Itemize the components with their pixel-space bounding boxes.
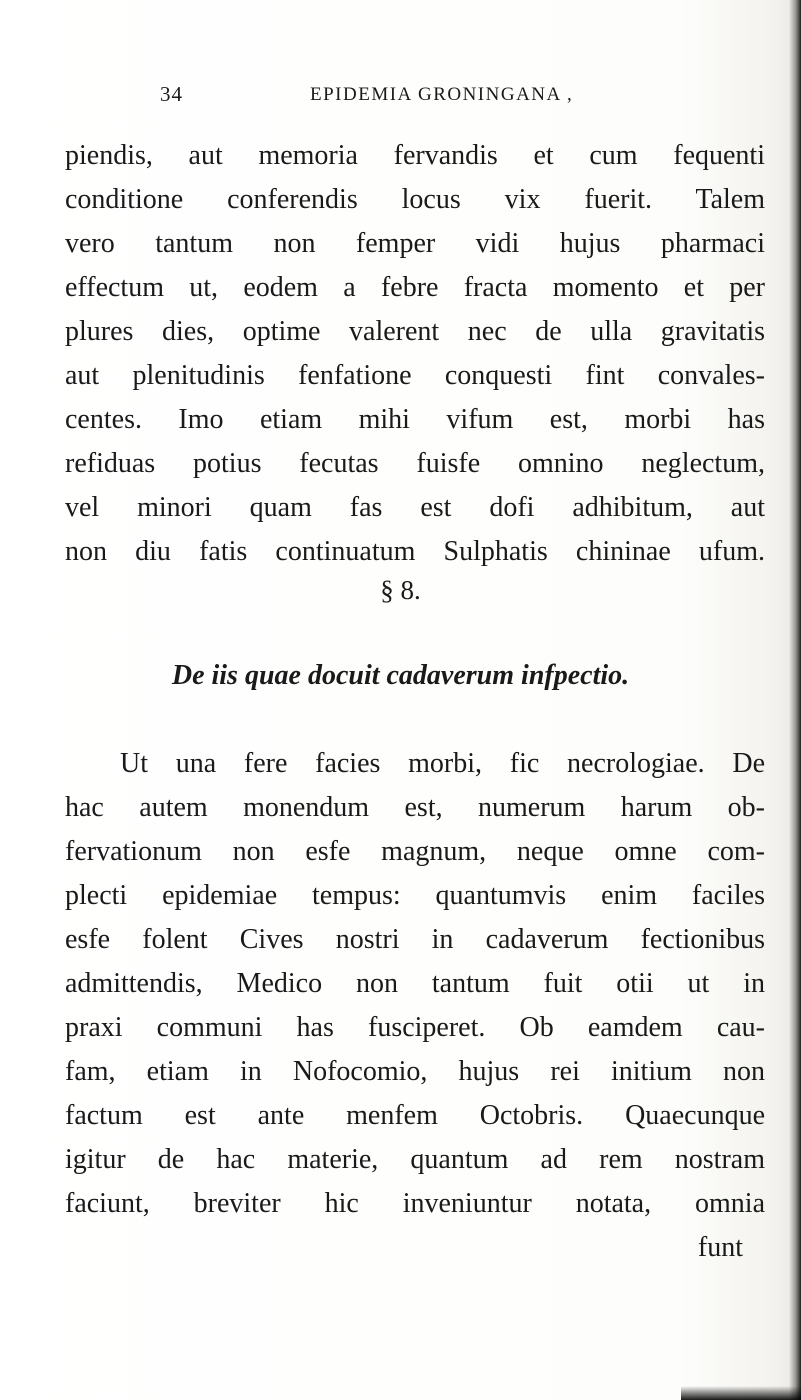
catchword: funt (697, 1232, 743, 1263)
page-number: 34 (160, 82, 183, 106)
text-line: praxi communi has fusciperet. Ob eamdem cau- (65, 1012, 765, 1043)
text-line: effectum ut, eodem a febre fracta momento et per (65, 272, 765, 303)
text-line: plecti epidemiae tempus: quantumvis enim faciles (65, 880, 765, 911)
text-line: hac autem monendum est, numerum harum ob- (65, 792, 765, 823)
text-line: fervationum non esfe magnum, neque omne com- (65, 836, 765, 867)
page-header (160, 82, 720, 112)
paragraph-2 (65, 742, 765, 1270)
text-line: factum est ante menfem Octobris. Quaecunque (65, 1100, 765, 1131)
section-number: § 8. (380, 575, 421, 605)
text-line: vel minori quam fas est dofi adhibitum, aut (65, 492, 765, 523)
text-line: faciunt, breviter hic inveniuntur notata, omnia (65, 1188, 765, 1219)
paragraph-1 (65, 134, 765, 574)
text-line: admittendis, Medico non tantum fuit otii ut in (65, 968, 765, 999)
section-heading: De iis quae docuit cadaverum infpectio. (171, 660, 630, 691)
page-edge-shadow (789, 0, 801, 1400)
running-title: EPIDEMIA GRONINGANA , (310, 84, 574, 105)
text-line: esfe folent Cives nostri in cadaverum fectionibus (65, 924, 765, 955)
text-line: vero tantum non femper vidi hujus pharmaci (65, 228, 765, 259)
text-line: plures dies, optime valerent nec de ulla gravitatis (65, 316, 765, 347)
text-line: igitur de hac materie, quantum ad rem nostram (65, 1144, 765, 1175)
text-line: conditione conferendis locus vix fuerit. Talem (65, 184, 765, 215)
page-corner-shadow (681, 1386, 801, 1400)
text-line: aut plenitudinis fenfatione conquesti fint convales- (65, 360, 765, 391)
text-line: fam, etiam in Nofocomio, hujus rei initium non (65, 1056, 765, 1087)
text-line: Ut una fere facies morbi, fic necrologiae. De (120, 748, 765, 779)
text-line: centes. Imo etiam mihi vifum est, morbi has (65, 404, 765, 435)
text-line: piendis, aut memoria fervandis et cum fequenti (65, 140, 765, 171)
text-line: refiduas potius fecutas fuisfe omnino neglectum, (65, 448, 765, 479)
text-line: non diu fatis continuatum Sulphatis chininae ufum. (65, 536, 765, 567)
